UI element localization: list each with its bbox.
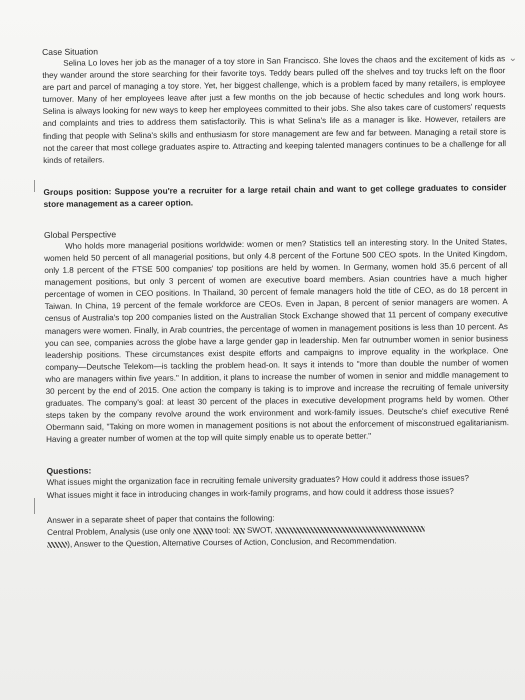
global-perspective-text: Who holds more managerial positions worldwide: women or men? Statistics tell an interesting story. In the United States, women held 50 percent of all managerial positions, but only 4.8 percent of the Fortune 500 CEO spots. In the United Kingdom, only 1.8 percent of the FTSE 500 companies' top positions are held by women. In Germany, women hold 35.6 percent of all management positions, but only 3 percent of women are executive board members. Asian countries have a much higher percentage of women in CEO positions. In Thailand, 30 percent of female managers hold the title of CEO, as do 18 percent in Taiwan. In China, 19 percent of the female workforce are CEOs. Even in Japan, 8 percent of senior managers are women. A census of Australia's top 200 companies listed on the Australian Stock Exchange showed that 11 percent of company executive managers were women. Finally, in Arab countries, the percentage of women in management positions is less than 10 percent. As you can see, companies across the globe have a large gender gap in leadership. Men far outnumber women in senior business leadership positions. These circumstances exist despite efforts and campaigns to improve equality in the workplace. One company—Deutsche Telekom—is tackling the problem head-on. It says it intends to "more than double the number of women who are managers within five years." In addition, it plans to increase the number of women in senior and middle management to 30 percent by the end of 2015. One action the company is taking is to improve and increase the recruiting of female university graduates. The company's goal: at least 30 percent of the places in executive development programs held by women. Other steps taken by the company revolve around the work environment and work-family issues. Deutsche's chief executive René Obermann said, "Taking on more women in management positions is not about the enforcement of misconstrued egalitarianism. Having a greater number of women at the top will quite simply enable us to operate better."	[44, 236, 510, 445]
questions-title: Questions:	[46, 465, 92, 477]
document-content	[42, 41, 510, 551]
case-situation-title: Case Situation	[42, 46, 99, 57]
question-2: What issues might it face in introducing changes in work-family programs, and how could it address those issues?	[46, 486, 454, 500]
crossed-out-scribble	[47, 541, 67, 547]
crossed-out-scribble	[233, 527, 245, 533]
group-position-text: Groups position: Suppose you're a recruiter for a large retail chain and want to get college graduates to consider store management as a career option.	[43, 181, 507, 209]
case-situation-text: Selina Lo loves her job as the manager of a toy store in San Francisco. She loves the chaos and the excitement of kids as they wander around the store searching for their favorite toys. Teddy bears pulled off the shelves and toy trucks left on the floor are part and parcel of managing a toy store. Yet, her biggest challenge, which is a problem faced by many retailers, is employee turnover. Many of her employees leave after just a few months on the job because of hectic schedules and long work hours. Selina is always looking for new ways to keep her employees committed to their jobs. She also takes care of customers' requests and complaints and tries to address them satisfactorily. This is what Selina's life as a manager is like. However, retailers are finding that people with Selina's skills and enthusiasm for store management are few and far between. Managing a retail store is not the career that most college graduates aspire to. Attracting and keeping talented managers continues to be a challenge for all kinds of retailers.	[42, 54, 507, 165]
pen-margin-line	[34, 180, 35, 192]
pen-mark: ⌄	[508, 53, 517, 64]
instructions-line-2-start: Central Problem, Analysis (use only one	[47, 526, 191, 537]
pen-margin-line	[34, 498, 35, 514]
global-perspective-title: Global Perspective	[43, 229, 117, 240]
instructions-tool-label: tool:	[215, 525, 231, 535]
crossed-out-scribble	[193, 528, 213, 534]
instructions-line-3-end: ), Answer to the Question, Alternative Courses of Action, Conclusion, and Recommendation.	[67, 536, 397, 549]
question-1: What issues might the organization face in recruiting female university graduates? How could it address those issues?	[46, 473, 470, 488]
instructions-swot-label: SWOT,	[246, 525, 273, 535]
crossed-out-scribble	[275, 526, 425, 534]
instructions-line-1: Answer in a separate sheet of paper that contains the following:	[46, 513, 275, 525]
